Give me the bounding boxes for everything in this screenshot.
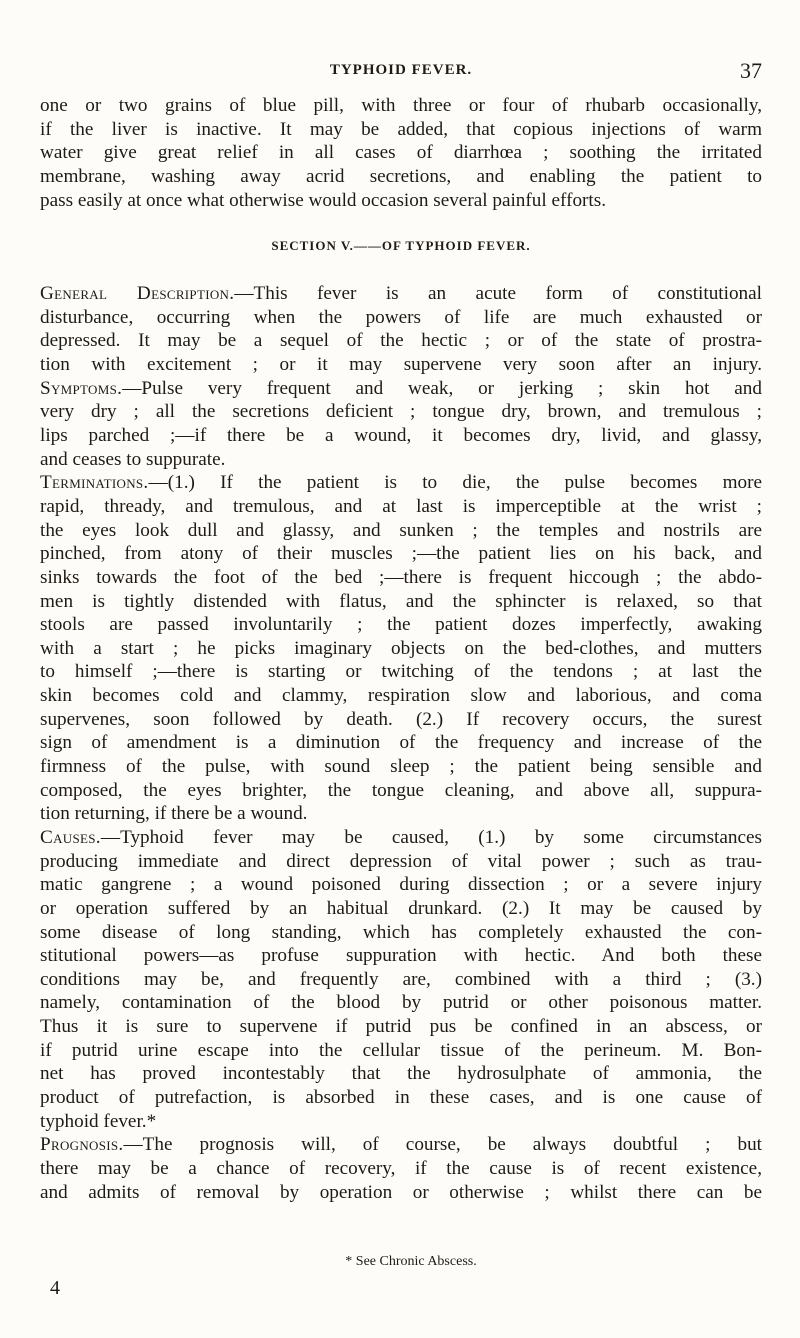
run-in-heading: Terminations. bbox=[40, 472, 149, 494]
run-in-heading: Causes. bbox=[40, 826, 101, 848]
text-line: if putrid urine escape into the cellular tissue of the perineum. M. Bon- bbox=[40, 1039, 762, 1061]
footnote: * See Chronic Abscess. bbox=[345, 1254, 477, 1269]
text-line: product of putrefaction, is absorbed in these cases, and is one cause of bbox=[40, 1086, 762, 1108]
text-line: Terminations.—(1.) If the patient is to die, the pulse becomes more bbox=[40, 472, 762, 494]
text-line: supervenes, soon followed by death. (2.) If recovery occurs, the surest bbox=[40, 708, 762, 730]
text-line: water give great relief in all cases of diarrhœa ; soothing the irritated bbox=[40, 142, 762, 164]
text-line: composed, the eyes brighter, the tongue cleaning, and above all, suppura- bbox=[40, 779, 762, 801]
text-line: membrane, washing away acrid secretions, and enabling the patient to bbox=[40, 165, 762, 187]
body-text bbox=[40, 94, 762, 1204]
text-line: firmness of the pulse, with sound sleep ; the patient being sensible and bbox=[40, 756, 762, 778]
running-head bbox=[40, 58, 762, 88]
text-line: stitutional powers—as profuse suppuration with hectic. And both these bbox=[40, 945, 762, 967]
running-title: TYPHOID FEVER. bbox=[329, 62, 473, 78]
text-line: there may be a chance of recovery, if the cause is of recent existence, bbox=[40, 1157, 762, 1179]
text-line: Thus it is sure to supervene if putrid pus be confined in an abscess, or bbox=[40, 1016, 762, 1038]
text-line: skin becomes cold and clammy, respiration slow and laborious, and coma bbox=[40, 685, 762, 707]
text-line: matic gangrene ; a wound poisoned during dissection ; or a severe injury bbox=[40, 874, 762, 896]
text-line: stools are passed involuntarily ; the patient dozes imperfectly, awaking bbox=[40, 614, 762, 636]
text-line: typhoid fever.* bbox=[40, 1110, 157, 1132]
text-line: depressed. It may be a sequel of the hectic ; or of the state of prostra- bbox=[40, 330, 762, 352]
text-line: some disease of long standing, which has completely exhausted the con- bbox=[40, 921, 762, 943]
run-in-heading: Symptoms. bbox=[40, 377, 123, 399]
text-line: one or two grains of blue pill, with three or four of rhubarb occasionally, bbox=[40, 95, 762, 116]
text-line: disturbance, occurring when the powers of life are much exhausted or bbox=[40, 306, 762, 328]
text-line: the eyes look dull and glassy, and sunken ; the temples and nostrils are bbox=[40, 519, 762, 541]
text-line: producing immediate and direct depression of vital power ; such as trau- bbox=[40, 850, 762, 872]
section-heading: SECTION V.——OF TYPHOID FEVER. bbox=[271, 238, 531, 254]
page-number: 37 bbox=[740, 58, 762, 83]
text-line: pass easily at once what otherwise would occasion several painful efforts. bbox=[40, 189, 607, 211]
text-line: Prognosis.—The prognosis will, of course, be always doubtful ; but bbox=[40, 1134, 762, 1156]
run-in-heading: Prognosis. bbox=[40, 1134, 124, 1156]
text-line: sinks towards the foot of the bed ;—there is frequent hiccough ; the abdo- bbox=[40, 566, 762, 588]
text-line: conditions may be, and frequently are, combined with a third ; (3.) bbox=[40, 968, 762, 990]
text-line: or operation suffered by an habitual drunkard. (2.) It may be caused by bbox=[40, 897, 762, 919]
text-line: and ceases to suppurate. bbox=[40, 448, 226, 470]
text-line: lips parched ;—if there be a wound, it becomes dry, livid, and glassy, bbox=[40, 425, 762, 447]
text-line: tion with excitement ; or it may supervene very soon after an injury. bbox=[40, 354, 762, 376]
text-line: Causes.—Typhoid fever may be caused, (1.) by some circumstances bbox=[40, 826, 762, 848]
text-line: pinched, from atony of their muscles ;—the patient lies on his back, and bbox=[40, 543, 762, 565]
text-line: very dry ; all the secretions deficient ; tongue dry, brown, and tremulous ; bbox=[40, 401, 762, 423]
text-line: if the liver is inactive. It may be added, that copious injections of warm bbox=[40, 118, 762, 140]
text-line: to himself ;—there is starting or twitching of the tendons ; at last the bbox=[40, 661, 762, 683]
run-in-heading: General Description. bbox=[40, 283, 235, 305]
text-line: tion returning, if there be a wound. bbox=[40, 803, 308, 825]
text-line: sign of amendment is a diminution of the frequency and increase of the bbox=[40, 732, 762, 754]
text-line: namely, contamination of the blood by putrid or other poisonous matter. bbox=[40, 992, 762, 1014]
text-line: General Description.—This fever is an acute form of constitutional bbox=[40, 283, 762, 305]
text-line: men is tightly distended with flatus, and the sphincter is relaxed, so that bbox=[40, 590, 762, 612]
text-line: rapid, thready, and tremulous, and at last is imperceptible at the wrist ; bbox=[40, 495, 762, 517]
text-line: with a start ; he picks imaginary objects on the bed-clothes, and mutters bbox=[40, 637, 762, 659]
text-line: Symptoms.—Pulse very frequent and weak, or jerking ; skin hot and bbox=[40, 377, 762, 399]
signature-mark: 4 bbox=[50, 1277, 60, 1299]
text-line: and admits of removal by operation or otherwise ; whilst there can be bbox=[40, 1181, 762, 1203]
text-line: net has proved incontestably that the hydrosulphate of ammonia, the bbox=[40, 1063, 762, 1085]
